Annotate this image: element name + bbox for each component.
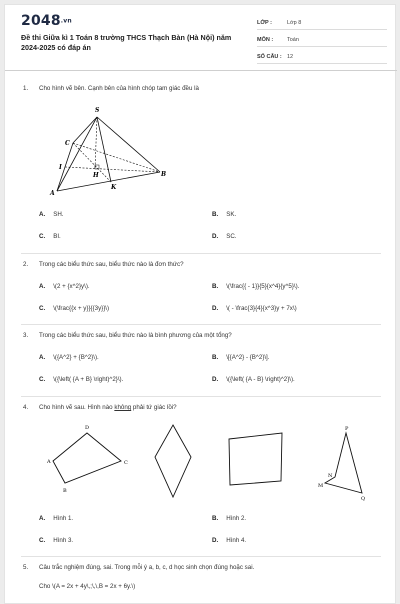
figure-3-square (229, 433, 282, 485)
site-logo[interactable]: 2048.vn (21, 13, 72, 29)
meta-subject: MÔN : Toán (257, 34, 387, 47)
q3-option-d[interactable]: D. \({\left( {A - B} \right)^2}\). (212, 376, 295, 383)
q2-option-d[interactable]: D. \( - \frac{3}{4}{x^3}y + 7x\) (212, 305, 297, 312)
q5-given: Cho \(A = 2x + 4y\,;\,\,B = 2x + 6y.\) (39, 583, 136, 590)
q1-option-b[interactable]: B. SK. (212, 211, 237, 218)
label-A: A (50, 190, 55, 197)
q2-text: Trong các biểu thức sau, biểu thức nào là đơn thức? (39, 261, 184, 268)
q4-option-d[interactable]: D. Hình 4. (212, 537, 247, 544)
label-Q: Q (361, 496, 366, 502)
label-M: M (318, 483, 324, 489)
label-B: B (63, 488, 67, 494)
exam-page (4, 4, 396, 604)
underlined-word: không (114, 404, 132, 411)
label-B: B (161, 171, 167, 178)
label-C: C (124, 460, 128, 466)
q2-option-a[interactable]: A. \(2 + {x^2}y\). (39, 283, 90, 290)
label-N: N (328, 473, 333, 479)
q1-option-a[interactable]: A. SH. (39, 211, 64, 218)
q3-option-a[interactable]: A. \({A^2} + {B^2}\). (39, 354, 99, 361)
exam-title: Đề thi Giữa kì 1 Toán 8 trường THCS Thạch Bàn (Hà Nội) năm 2024-2025 có đáp án (21, 33, 232, 52)
label-I: I (59, 164, 62, 171)
q1-text: Cho hình vẽ bên. Cạnh bên của hình chóp tam giác đều là (39, 85, 199, 92)
label-S: S (95, 107, 100, 114)
q2-option-c[interactable]: C. \(\frac{{x + y}}{{3y}}\) (39, 305, 110, 312)
q4-number: 4. (23, 404, 29, 411)
figure-2-rhombus (155, 425, 191, 497)
q2-number: 2. (23, 261, 29, 268)
label-P: P (345, 426, 349, 432)
label-A: A (47, 459, 51, 465)
exam-meta (257, 17, 387, 68)
q3-option-b[interactable]: B. \[{A^2} - {B^2}\]. (212, 354, 270, 361)
label-K: K (111, 184, 117, 191)
q3-option-c[interactable]: C. \({\left( {A + B} \right)^2}\). (39, 376, 124, 383)
q3-text: Trong các biểu thức sau, biểu thức nào là bình phương của một tổng? (39, 332, 232, 339)
label-C: C (65, 140, 70, 147)
q4-option-c[interactable]: C. Hình 3. (39, 537, 74, 544)
q2-option-b[interactable]: B. \(\frac{{ - 1}}{5}{x^4}{y^5}\). (212, 283, 300, 290)
q1-option-d[interactable]: D. SC. (212, 233, 237, 240)
quadrilaterals-figure (45, 419, 375, 509)
meta-question-count: SỐ CÂU : 12 (257, 51, 387, 64)
divider (21, 396, 381, 397)
q5-number: 5. (23, 564, 29, 571)
q1-option-c[interactable]: C. BI. (39, 233, 61, 240)
q4-option-b[interactable]: B. Hình 2. (212, 515, 247, 522)
q4-option-a[interactable]: A. Hình 1. (39, 515, 74, 522)
q4-text: Cho hình vẽ sau. Hình nào không phải tứ giác lồi? (39, 404, 177, 411)
exam-header (5, 5, 397, 71)
q5-text: Câu trắc nghiệm đúng, sai. Trong mỗi ý a, b, c, d học sinh chọn đúng hoặc sai. (39, 564, 255, 571)
figure-1-quadrilateral (53, 433, 121, 483)
q1-number: 1. (23, 85, 29, 92)
pyramid-figure (47, 103, 177, 199)
label-D: D (85, 425, 90, 431)
divider (21, 324, 381, 325)
figure-4-concave (325, 433, 362, 493)
meta-class: LỚP : Lớp 8 (257, 17, 387, 30)
divider (21, 556, 381, 557)
label-H: H (93, 172, 99, 179)
divider (21, 253, 381, 254)
q3-number: 3. (23, 332, 29, 339)
